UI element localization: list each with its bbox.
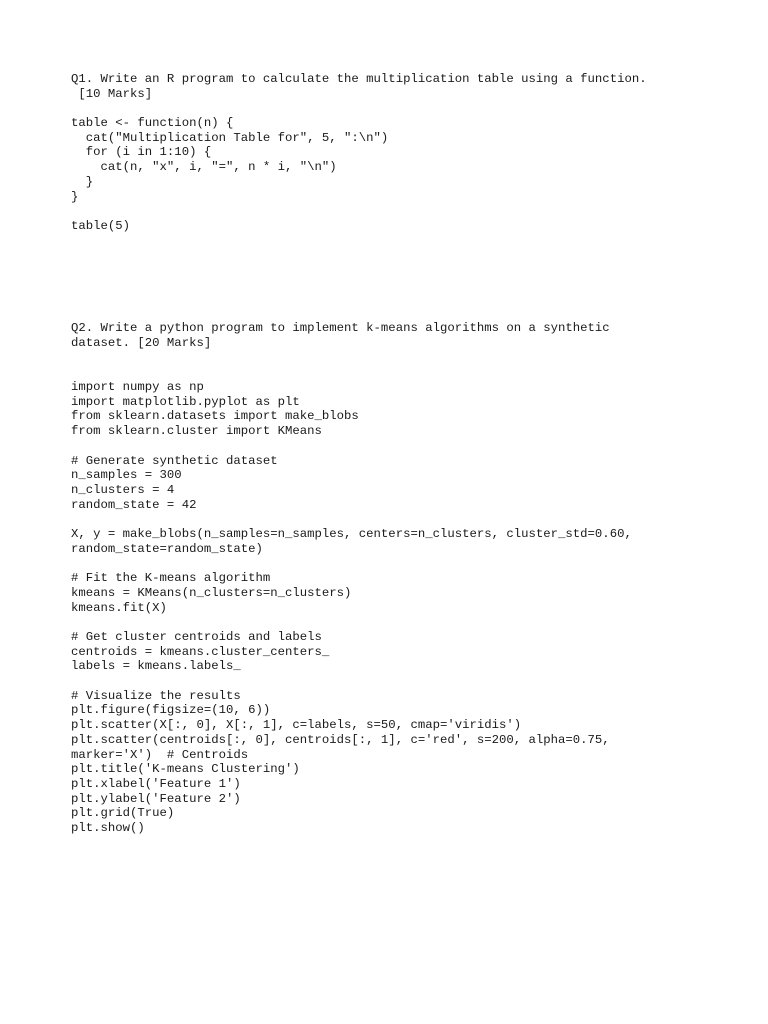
question-2-heading: Q2. Write a python program to implement k-means algorithms on a synthetic dataset. [20 Marks]: [71, 321, 610, 350]
question-2-code-block: import numpy as np import matplotlib.pyplot as plt from sklearn.datasets import make_blobs from sklearn.cluster import KMeans # Generate synthetic dataset n_samples = 300 n_clusters = 4 random_state = 42 X, y = make_blobs(n_samples=n_samples, centers=n_clusters, cluster_std=0.60, random_state=random_state) # Fit the K-means algorithm kmeans = KMeans(n_clusters=n_clusters) kmeans.fit(X) # Get cluster centroids and labels centroids = kmeans.cluster_centers_ labels = kmeans.labels_ # Visualize the results plt.figure(figsize=(10, 6)) plt.scatter(X[:, 0], X[:, 1], c=labels, s=50, cmap='viridis') plt.scatter(centroids[:, 0], centroids[:, 1], c='red', s=200, alpha=0.75, marker='X') # Centroids plt.title('K-means Clustering') plt.xlabel('Feature 1') plt.ylabel('Feature 2') plt.grid(True) plt.show(): [71, 380, 632, 836]
question-1-code-block: table <- function(n) { cat("Multiplication Table for", 5, ":\n") for (i in 1:10) { cat(n, "x", i, "=", n * i, "\n") } } table(5): [71, 116, 389, 233]
question-1-heading: Q1. Write an R program to calculate the multiplication table using a function. [10 Marks]: [71, 72, 647, 101]
